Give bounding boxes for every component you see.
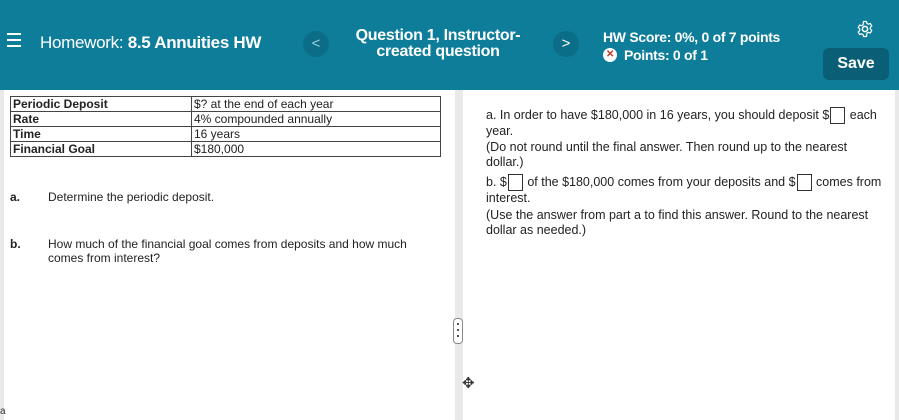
table-label: Periodic Deposit <box>11 97 192 112</box>
annuity-info-table <box>10 96 441 157</box>
incorrect-x-icon: ✕ <box>603 48 617 62</box>
question-title: Question 1, Instructor-created question <box>355 27 521 60</box>
answer-b <box>486 174 886 206</box>
answer-b-text: b. $ <box>486 174 507 189</box>
edge-mark: a <box>0 406 6 417</box>
table-label: Time <box>11 127 192 142</box>
menu-icon[interactable] <box>7 33 21 47</box>
table-label: Financial Goal <box>11 142 192 157</box>
table-row <box>11 142 441 157</box>
table-label: Rate <box>11 112 192 127</box>
interest-portion-input[interactable] <box>797 174 812 191</box>
table-row <box>11 112 441 127</box>
gear-icon[interactable] <box>856 20 874 38</box>
answer-b-note: (Use the answer from part a to find this answer. Round to the nearest dollar as needed.) <box>486 208 869 237</box>
part-b-text: How much of the financial goal comes from deposits and how much comes from interest? <box>48 237 407 265</box>
table-value: 4% compounded annually <box>192 112 441 127</box>
homework-title <box>40 33 261 53</box>
deposits-portion-input[interactable] <box>508 174 523 191</box>
answer-a <box>486 107 886 139</box>
table-value: $? at the end of each year <box>192 97 441 112</box>
answer-b-middle: of the $180,000 comes from your deposits and $ <box>523 174 796 189</box>
hw-score: HW Score: 0%, 0 of 7 points <box>603 29 781 45</box>
next-question-button[interactable]: > <box>553 31 579 57</box>
panel-splitter-handle[interactable] <box>453 318 463 344</box>
part-a-text: Determine the periodic deposit. <box>48 190 215 204</box>
top-bar <box>0 0 899 90</box>
points-text: Points: 0 of 1 <box>624 47 708 63</box>
move-icon[interactable]: ✥ <box>462 375 475 392</box>
part-b-prompt <box>10 237 440 265</box>
table-row <box>11 97 441 112</box>
homework-name: 8.5 Annuities HW <box>127 33 262 52</box>
save-button[interactable]: Save <box>823 48 889 80</box>
deposit-answer-input[interactable] <box>830 107 845 124</box>
answer-b-suffix: comes from interest. <box>486 174 882 205</box>
answer-panel <box>463 90 895 420</box>
table-value: $180,000 <box>192 142 441 157</box>
part-a-prompt <box>10 190 438 204</box>
question-panel <box>4 90 455 420</box>
answer-a-note: (Do not round until the final answer. Then round up to the nearest dollar.) <box>486 140 848 169</box>
previous-question-button[interactable]: < <box>303 31 329 57</box>
part-a-letter: a. <box>10 190 21 204</box>
homework-label: Homework: <box>40 33 124 52</box>
answer-a-text: a. In order to have $180,000 in 16 years, you should deposit $ <box>486 107 830 122</box>
points-display <box>603 47 708 63</box>
part-b-letter: b. <box>10 237 21 251</box>
table-value: 16 years <box>192 127 441 142</box>
answer-a-suffix: each year. <box>486 107 877 138</box>
table-row <box>11 127 441 142</box>
